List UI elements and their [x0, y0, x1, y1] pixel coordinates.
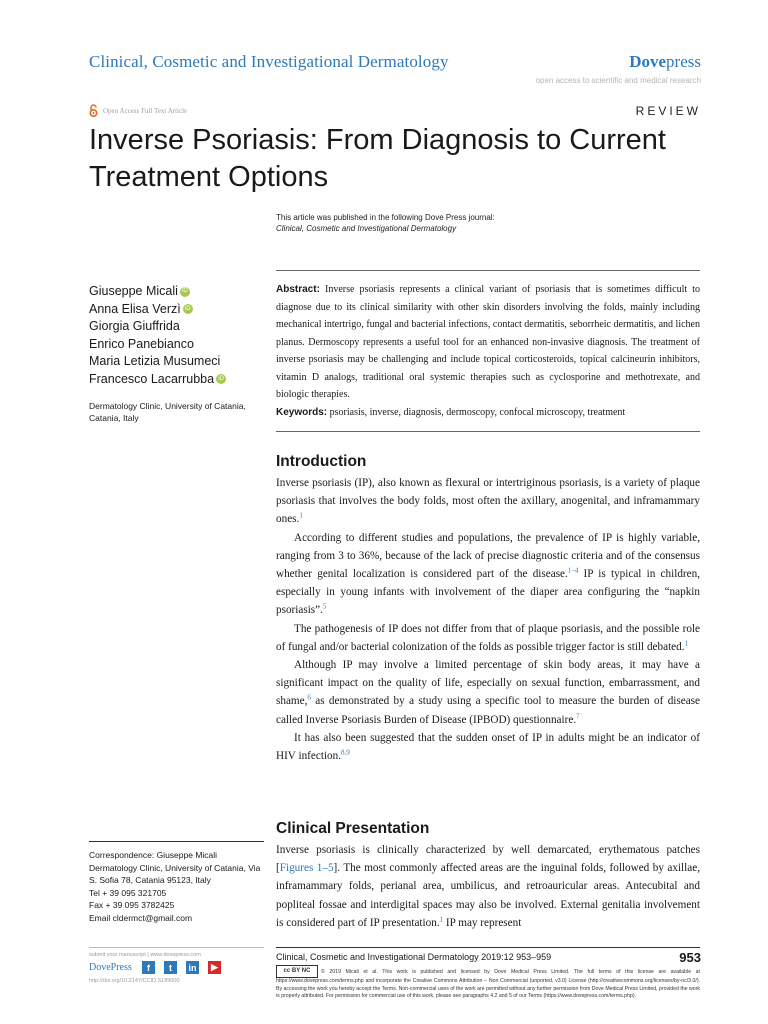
- intro-paragraph-5: [276, 729, 700, 765]
- clinical-text-c: IP may represent: [443, 916, 522, 929]
- correspondence-email[interactable]: Email cldermct@gmail.com: [89, 912, 193, 923]
- clinical-section: [276, 820, 700, 932]
- keywords-text: psoriasis, inverse, diagnosis, dermoscopy, confocal microscopy, treatment: [329, 406, 626, 418]
- clinical-heading: Clinical Presentation: [276, 820, 430, 837]
- author-name: Giuseppe Micali: [89, 284, 178, 298]
- clinical-text-a: Inverse psoriasis is clinically characterized by well demarcated, erythematous patches [: [276, 844, 700, 875]
- pubnote-journal: Clinical, Cosmetic and Investigational Dermatology: [276, 224, 457, 233]
- citation-ref[interactable]: 7: [576, 711, 580, 720]
- correspondence-rule: [89, 841, 264, 842]
- abstract-top-rule: [276, 270, 700, 271]
- intro-p4-text-b: as demonstrated by a study using a specific tool to measure the burden of disease called Inverse Psoriasis Burden of Disease (IPBOD) questionnaire.: [276, 695, 700, 726]
- license-body: © 2019 Micali et al. This work is published and licensed by Dove Medical Press Limited. The full terms of this license are available at https://www.dovepress.com/terms.php and incorporate the Creative Commons Attribution – Non Commercial (unported, v3.0) License (http://creativecommons.org/licenses/by-nc/3.0/). By accessing the work you hereby accept the Terms. Non-commercial uses of the work are permitted without any further permission from Dove Medical Press Limited, provided the work is properly attributed. For permission for commercial use of this work, please see paragraphs 4.2 and 5 of our Terms (https://www.dovepress.com/terms.php).: [276, 968, 700, 1000]
- publication-note: [276, 212, 495, 234]
- author-name: Francesco Lacarrubba: [89, 371, 215, 386]
- creative-commons-icon[interactable]: cc BY NC: [276, 965, 318, 978]
- open-access-row: [89, 104, 187, 117]
- orcid-icon[interactable]: iD: [216, 374, 226, 384]
- clinical-paragraph: [276, 841, 700, 932]
- intro-paragraph-2: [276, 529, 700, 620]
- citation-ref[interactable]: 1: [299, 511, 303, 520]
- linkedin-icon[interactable]: in: [186, 961, 199, 974]
- author-name: Enrico Panebianco: [89, 336, 194, 351]
- submit-manuscript-link[interactable]: submit your manuscript | www.dovepress.com: [89, 952, 201, 958]
- abstract-text: Inverse psoriasis represents a clinical variant of psoriasis that is sometimes difficult to diagnose due to its clinical similarity with other skin disorders involving the folds, mainly including mechanical intertrigo, fungal and bacterial infections, contact dermatitis, seborrheic dermatitis, and lichen planus. Dermoscopy represents a useful tool for an enhanced non-invasive diagnosis. The treatment of inverse psoriasis may be challenging and include topical corticosteroids, topical calcineurin inhibitors, vitamin D analogs, traditional oral systemic therapies such as cyclosporine and methotrexate, and biologic therapies.: [276, 284, 700, 400]
- affiliation: Dermatology Clinic, University of Catania, Catania, Italy: [89, 401, 246, 423]
- open-access-icon: [89, 104, 98, 117]
- author-name: Giorgia Giuffrida: [89, 319, 180, 333]
- footer-citation: Clinical, Cosmetic and Investigational Dermatology 2019:12 953–959: [276, 952, 552, 962]
- orcid-icon[interactable]: iD: [180, 287, 190, 297]
- author-row: [89, 318, 226, 336]
- introduction-section: [276, 453, 700, 765]
- footer-right-rule: [276, 947, 700, 948]
- citation-ref[interactable]: 1–4: [567, 566, 579, 575]
- intro-paragraph-1: [276, 474, 700, 529]
- doi-link[interactable]: http://doi.org/10.2147/CCID.S189000: [89, 978, 180, 984]
- author-row: [89, 336, 226, 354]
- author-list: [89, 283, 226, 388]
- correspondence-tel: Tel + 39 095 321705: [89, 887, 167, 898]
- citation-ref[interactable]: 5: [322, 602, 327, 611]
- license-text: [276, 965, 700, 1001]
- publisher-tagline: open access to scientific and medical research: [535, 76, 701, 85]
- keywords-label: Keywords:: [276, 406, 328, 418]
- author-row: [89, 353, 226, 371]
- author-row: [89, 371, 226, 389]
- journal-title: Clinical, Cosmetic and Investigational Dermatology: [89, 52, 449, 71]
- intro-paragraph-4: [276, 656, 700, 729]
- correspondence-address: Dermatology Clinic, University of Catania, Via S. Sofia 78, Catania 95123, Italy: [89, 862, 261, 885]
- author-row: [89, 301, 226, 319]
- clinical-text-b: ]. The most commonly affected areas are the inguinal folds, followed by axillae, inframammary folds, perianal area, umbilicus, and retroauricular areas. Antecubital and popliteal fossae and interdigital spaces may also be involved. External genitalia involvement is considered part of IP presentation.: [276, 862, 700, 929]
- page-number: 953: [679, 950, 701, 965]
- article-type: REVIEW: [635, 104, 701, 118]
- introduction-heading: Introduction: [276, 453, 367, 470]
- abstract-bottom-rule: [276, 431, 700, 432]
- abstract: [276, 281, 700, 421]
- intro-p5-text: It has also been suggested that the sudden onset of IP in adults might be an indicator of HIV infection.: [276, 731, 700, 763]
- logo-light: press: [666, 52, 701, 71]
- article-title: Inverse Psoriasis: From Diagnosis to Current Treatment Options: [89, 124, 666, 193]
- open-access-label: Open Access Full Text Article: [103, 106, 188, 115]
- keywords: [276, 404, 700, 422]
- figures-link[interactable]: Figures 1–5: [279, 862, 334, 875]
- citation-ref[interactable]: 6: [307, 693, 311, 702]
- correspondence: [89, 849, 264, 924]
- orcid-icon[interactable]: iD: [183, 304, 193, 314]
- author-name: Maria Letizia Musumeci: [89, 354, 221, 368]
- social-icons: [142, 961, 221, 974]
- footer-dovepress-logo[interactable]: DovePress: [89, 962, 132, 973]
- abstract-body: [276, 281, 700, 404]
- intro-p4-text-a: Although IP may involve a limited percentage of skin body areas, it may have a significant impact on the quality of life, especially on sexual function, embarrassment, and shame,: [276, 659, 700, 708]
- pubnote-line1: This article was published in the following Dove Press journal:: [276, 213, 495, 222]
- twitter-icon[interactable]: t: [164, 961, 177, 974]
- author-row: [89, 283, 226, 301]
- facebook-icon[interactable]: f: [142, 961, 155, 974]
- dovepress-logo[interactable]: [629, 52, 701, 72]
- logo-bold: Dove: [629, 52, 667, 71]
- footer-left-rule: [89, 947, 264, 948]
- citation-ref[interactable]: 8,9: [341, 748, 350, 757]
- citation-ref[interactable]: 1: [439, 915, 444, 924]
- intro-p3-text: The pathogenesis of IP does not differ from that of plaque psoriasis, and the possible role of fungal and/or bacterial colonization of the folds as possible trigger factor is still debated.: [276, 622, 700, 653]
- intro-p1-text: Inverse psoriasis (IP), also known as flexural or intertriginous psoriasis, is a variety of plaque psoriasis that involves the body folds, most often the axillary, anogenital, and inframammary ones.: [276, 477, 700, 526]
- correspondence-name: Correspondence: Giuseppe Micali: [89, 850, 218, 860]
- abstract-label: Abstract:: [276, 284, 320, 295]
- youtube-icon[interactable]: ▶: [208, 961, 221, 974]
- intro-p2-text-a: According to different studies and populations, the prevalence of IP is highly variable, ranging from 3 to 36%, because of the lack of precise diagnostic criteria and of the consensus whether genital localization is considered part of the disease.: [276, 531, 700, 581]
- citation-ref[interactable]: 1: [684, 639, 689, 648]
- author-name: Anna Elisa Verzì: [89, 301, 181, 316]
- intro-p2-text-b: IP is typical in children, especially in young infants with involvement of the diaper area configuring the “napkin psoriasis”.: [276, 568, 700, 617]
- intro-paragraph-3: [276, 620, 700, 656]
- correspondence-fax: Fax + 39 095 3782425: [89, 900, 175, 910]
